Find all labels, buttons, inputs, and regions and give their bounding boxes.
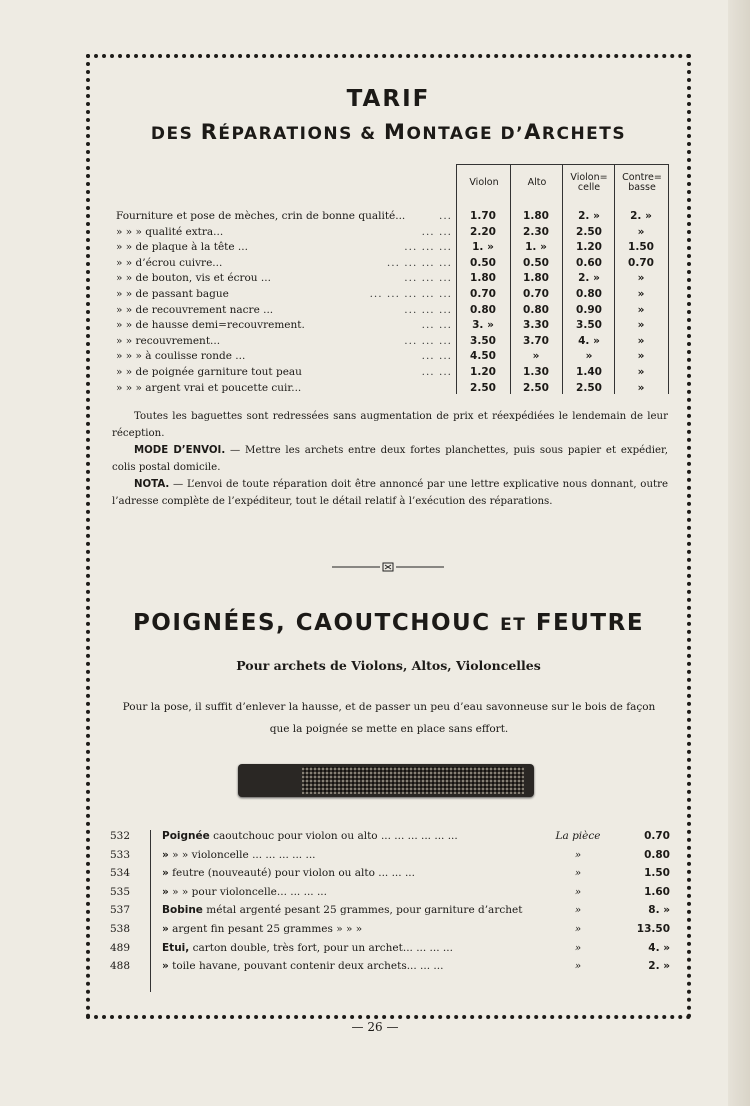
price-cell: » (637, 381, 645, 394)
price-cell: 0.50 (470, 256, 496, 269)
price-cell: 1.20 (576, 241, 602, 254)
row-label: » » » argent vrai et poucette cuir... (116, 381, 302, 394)
table-row (112, 288, 669, 304)
header-alto: Alto (510, 165, 563, 201)
product-name: » (162, 885, 169, 898)
price-cell: 2. » (578, 210, 600, 222)
row-label: » » de passant bague (116, 288, 229, 300)
price-cell: 1.40 (576, 366, 602, 378)
price-cell: » (637, 288, 645, 300)
price-cell: 2.50 (470, 381, 496, 394)
note-mode-envoi: MODE D’ENVOI. — Mettre les archets entre deux fortes planchettes, puis sous papier et expédier, colis postal domicile. (112, 445, 668, 473)
price-cell: 1.80 (523, 272, 549, 285)
price-cell: 3.50 (470, 334, 496, 347)
product-detail: argent fin pesant 25 grammes » » » (168, 923, 363, 935)
ornament-divider (332, 561, 444, 573)
list-item (90, 867, 687, 885)
header-violoncelle: Violon= celle (562, 165, 615, 201)
price-cell: 0.50 (523, 256, 549, 269)
product-number: 533 (109, 848, 130, 861)
table-row (112, 304, 669, 320)
price-cell: 0.70 (523, 288, 549, 300)
table-row (112, 272, 669, 288)
price-cell: 1. » (525, 241, 547, 254)
product-number: 537 (109, 904, 130, 917)
row-label: » » recouvrement... (116, 334, 221, 347)
header-contrebasse: Contre= basse (614, 165, 669, 201)
price-cell: » (637, 303, 645, 316)
price-cell: 2.50 (523, 381, 549, 394)
list-item (90, 923, 687, 941)
product-name: Bobine (162, 904, 203, 917)
list-item (90, 942, 687, 960)
row-label: » » de bouton, vis et écrou ... (116, 272, 271, 285)
product-description (162, 867, 415, 879)
price-cell: » (637, 272, 645, 285)
table-row (112, 210, 669, 226)
product-description (162, 830, 458, 842)
leader-dots: ... ... ... (404, 272, 452, 285)
row-label: Fourniture et pose de mèches, crin de bonne qualité... (116, 210, 406, 222)
price-cell: 0.60 (576, 256, 602, 269)
price-cell: 1.50 (628, 241, 654, 254)
price-cell: 1.80 (523, 210, 549, 222)
product-name: » (162, 923, 169, 935)
table-row (112, 319, 669, 335)
price-cell: 3.70 (523, 334, 549, 347)
price-cell: 0.70 (470, 288, 496, 300)
list-item (90, 849, 687, 867)
bow-grip-illustration (238, 764, 534, 797)
price-cell: » (637, 334, 645, 347)
table-row (112, 241, 669, 257)
product-unit: La pièce (555, 830, 601, 842)
row-label: » » de hausse demi=recouvrement. (116, 319, 305, 332)
product-number: 538 (109, 923, 130, 935)
price-cell: » (637, 366, 645, 378)
price-cell: 3.30 (523, 319, 549, 332)
table-row (112, 382, 669, 398)
list-item (90, 960, 687, 978)
product-unit: » (574, 923, 582, 935)
price-cell: 4. » (578, 334, 600, 347)
product-detail: caoutchouc pour violon ou alto ... ... ... ... ... ... (209, 830, 458, 842)
price-cell: 2. » (630, 210, 652, 222)
price-cell: » (637, 350, 645, 363)
price-cell: » (585, 350, 593, 363)
product-detail: métal argenté pesant 25 grammes, pour garniture d’archet (202, 904, 523, 917)
product-detail: toile havane, pouvant contenir deux archets... ... ... (168, 960, 444, 973)
list-item (90, 886, 687, 904)
leader-dots: ... ... ... (404, 303, 452, 316)
price-cell: 2.50 (576, 225, 602, 238)
price-cell: 2.20 (470, 225, 496, 238)
list-item (90, 904, 687, 922)
section-subtitle: Pour archets de Violons, Altos, Violoncelles (236, 658, 541, 673)
leader-dots: ... ... (421, 366, 452, 378)
product-name: Etui, (162, 941, 190, 954)
leader-dots: ... ... (421, 350, 452, 363)
list-item (90, 830, 687, 848)
leader-dots: ... ... ... ... (386, 256, 452, 269)
product-price: 1.60 (644, 885, 670, 898)
product-detail: » » pour violoncelle... ... ... ... (168, 885, 327, 898)
price-cell: 2.30 (523, 225, 549, 238)
price-cell: 1.80 (470, 272, 496, 285)
product-number: 535 (109, 885, 130, 898)
price-cell: » (532, 350, 540, 363)
price-cell: 2. » (578, 272, 600, 285)
product-number: 489 (109, 941, 130, 954)
price-cell: 0.90 (576, 303, 602, 316)
product-price: 4. » (648, 941, 670, 954)
row-label: » » de poignée garniture tout peau (116, 366, 302, 378)
product-description (162, 886, 327, 898)
product-price: 8. » (648, 904, 670, 917)
product-description (162, 923, 362, 935)
product-unit: » (574, 885, 582, 898)
price-cell: » (637, 225, 645, 238)
leader-dots: ... ... (421, 319, 452, 332)
product-name: » (162, 848, 169, 861)
product-price: 0.70 (644, 830, 670, 842)
price-cell: 1. » (472, 241, 494, 254)
price-cell: 2.50 (576, 381, 602, 394)
price-cell: 1.70 (470, 210, 496, 222)
product-description (162, 942, 453, 954)
leader-dots: ... ... ... ... ... (369, 288, 452, 300)
product-name: Poignée (162, 830, 210, 842)
row-label: » » de plaque à la tête ... (116, 241, 248, 254)
leader-dots: ... ... ... (404, 241, 452, 254)
product-unit: » (574, 904, 582, 917)
table-row (112, 226, 669, 242)
product-number: 488 (109, 960, 130, 973)
leader-dots: ... ... ... (404, 334, 452, 347)
section-intro: Pour la pose, il suffit d’enlever la hausse, et de passer un peu d’eau savonneuse sur le bois de façon que la poignée se mette en place sans effort. (122, 701, 656, 735)
product-name: » (162, 867, 169, 880)
product-number: 534 (109, 867, 130, 880)
section-title: POIGNÉES, CAOUTCHOUC ET FEUTRE (132, 610, 645, 636)
product-description (162, 904, 522, 916)
tarif-title: TARIF (346, 86, 431, 112)
price-cell: 1.30 (523, 366, 549, 378)
row-label: » » » à coulisse ronde ... (116, 350, 246, 363)
note-redressage: Toutes les baguettes sont redressées sans augmentation de prix et réexpédiées le lendemain de leur réception. (112, 411, 668, 439)
table-row (112, 366, 669, 382)
product-number: 532 (109, 830, 130, 842)
dotted-border-frame (86, 54, 691, 1019)
product-price: 13.50 (636, 923, 670, 935)
product-detail: carton double, très fort, pour un archet... ... ... ... (189, 941, 453, 954)
table-row (112, 350, 669, 366)
price-cell: 3. » (472, 319, 494, 332)
product-description (162, 849, 316, 861)
tarif-subtitle: DES RÉPARATIONS & MONTAGE D’ARCHETS (150, 120, 627, 144)
price-cell: 0.70 (628, 256, 654, 269)
price-cell: 0.80 (576, 288, 602, 300)
leader-dots: ... (438, 210, 452, 222)
product-unit: » (574, 960, 582, 973)
price-cell: 4.50 (470, 350, 496, 363)
price-cell: 0.80 (470, 303, 496, 316)
price-cell: 3.50 (576, 319, 602, 332)
product-detail: feutre (nouveauté) pour violon ou alto ... ... ... (168, 867, 415, 880)
header-violon: Violon (456, 165, 511, 201)
leader-dots: ... ... (421, 225, 452, 238)
page-edge (728, 0, 750, 1106)
price-cell: » (637, 319, 645, 332)
product-unit: » (574, 867, 582, 880)
row-label: » » de recouvrement nacre ... (116, 303, 274, 316)
table-row (112, 335, 669, 351)
product-unit: » (574, 848, 582, 861)
product-unit: » (574, 941, 582, 954)
product-detail: » » violoncelle ... ... ... ... ... (168, 848, 316, 861)
product-name: » (162, 960, 169, 973)
page-number: — 26 — (351, 1020, 399, 1034)
row-label: » » » qualité extra... (116, 225, 224, 238)
product-price: 2. » (648, 960, 670, 973)
note-nota: NOTA. — L’envoi de toute réparation doit être annoncé par une lettre explicative nous donnant, outre l’adresse complète de l’expéditeur, tout le détail relatif à l’exécution des réparations. (112, 479, 668, 507)
product-price: 0.80 (644, 848, 670, 861)
row-label: » » d’écrou cuivre... (116, 256, 223, 269)
price-cell: 1.20 (470, 366, 496, 378)
price-cell: 0.80 (523, 303, 549, 316)
table-row (112, 257, 669, 273)
product-description (162, 960, 443, 972)
product-price: 1.50 (644, 867, 670, 880)
